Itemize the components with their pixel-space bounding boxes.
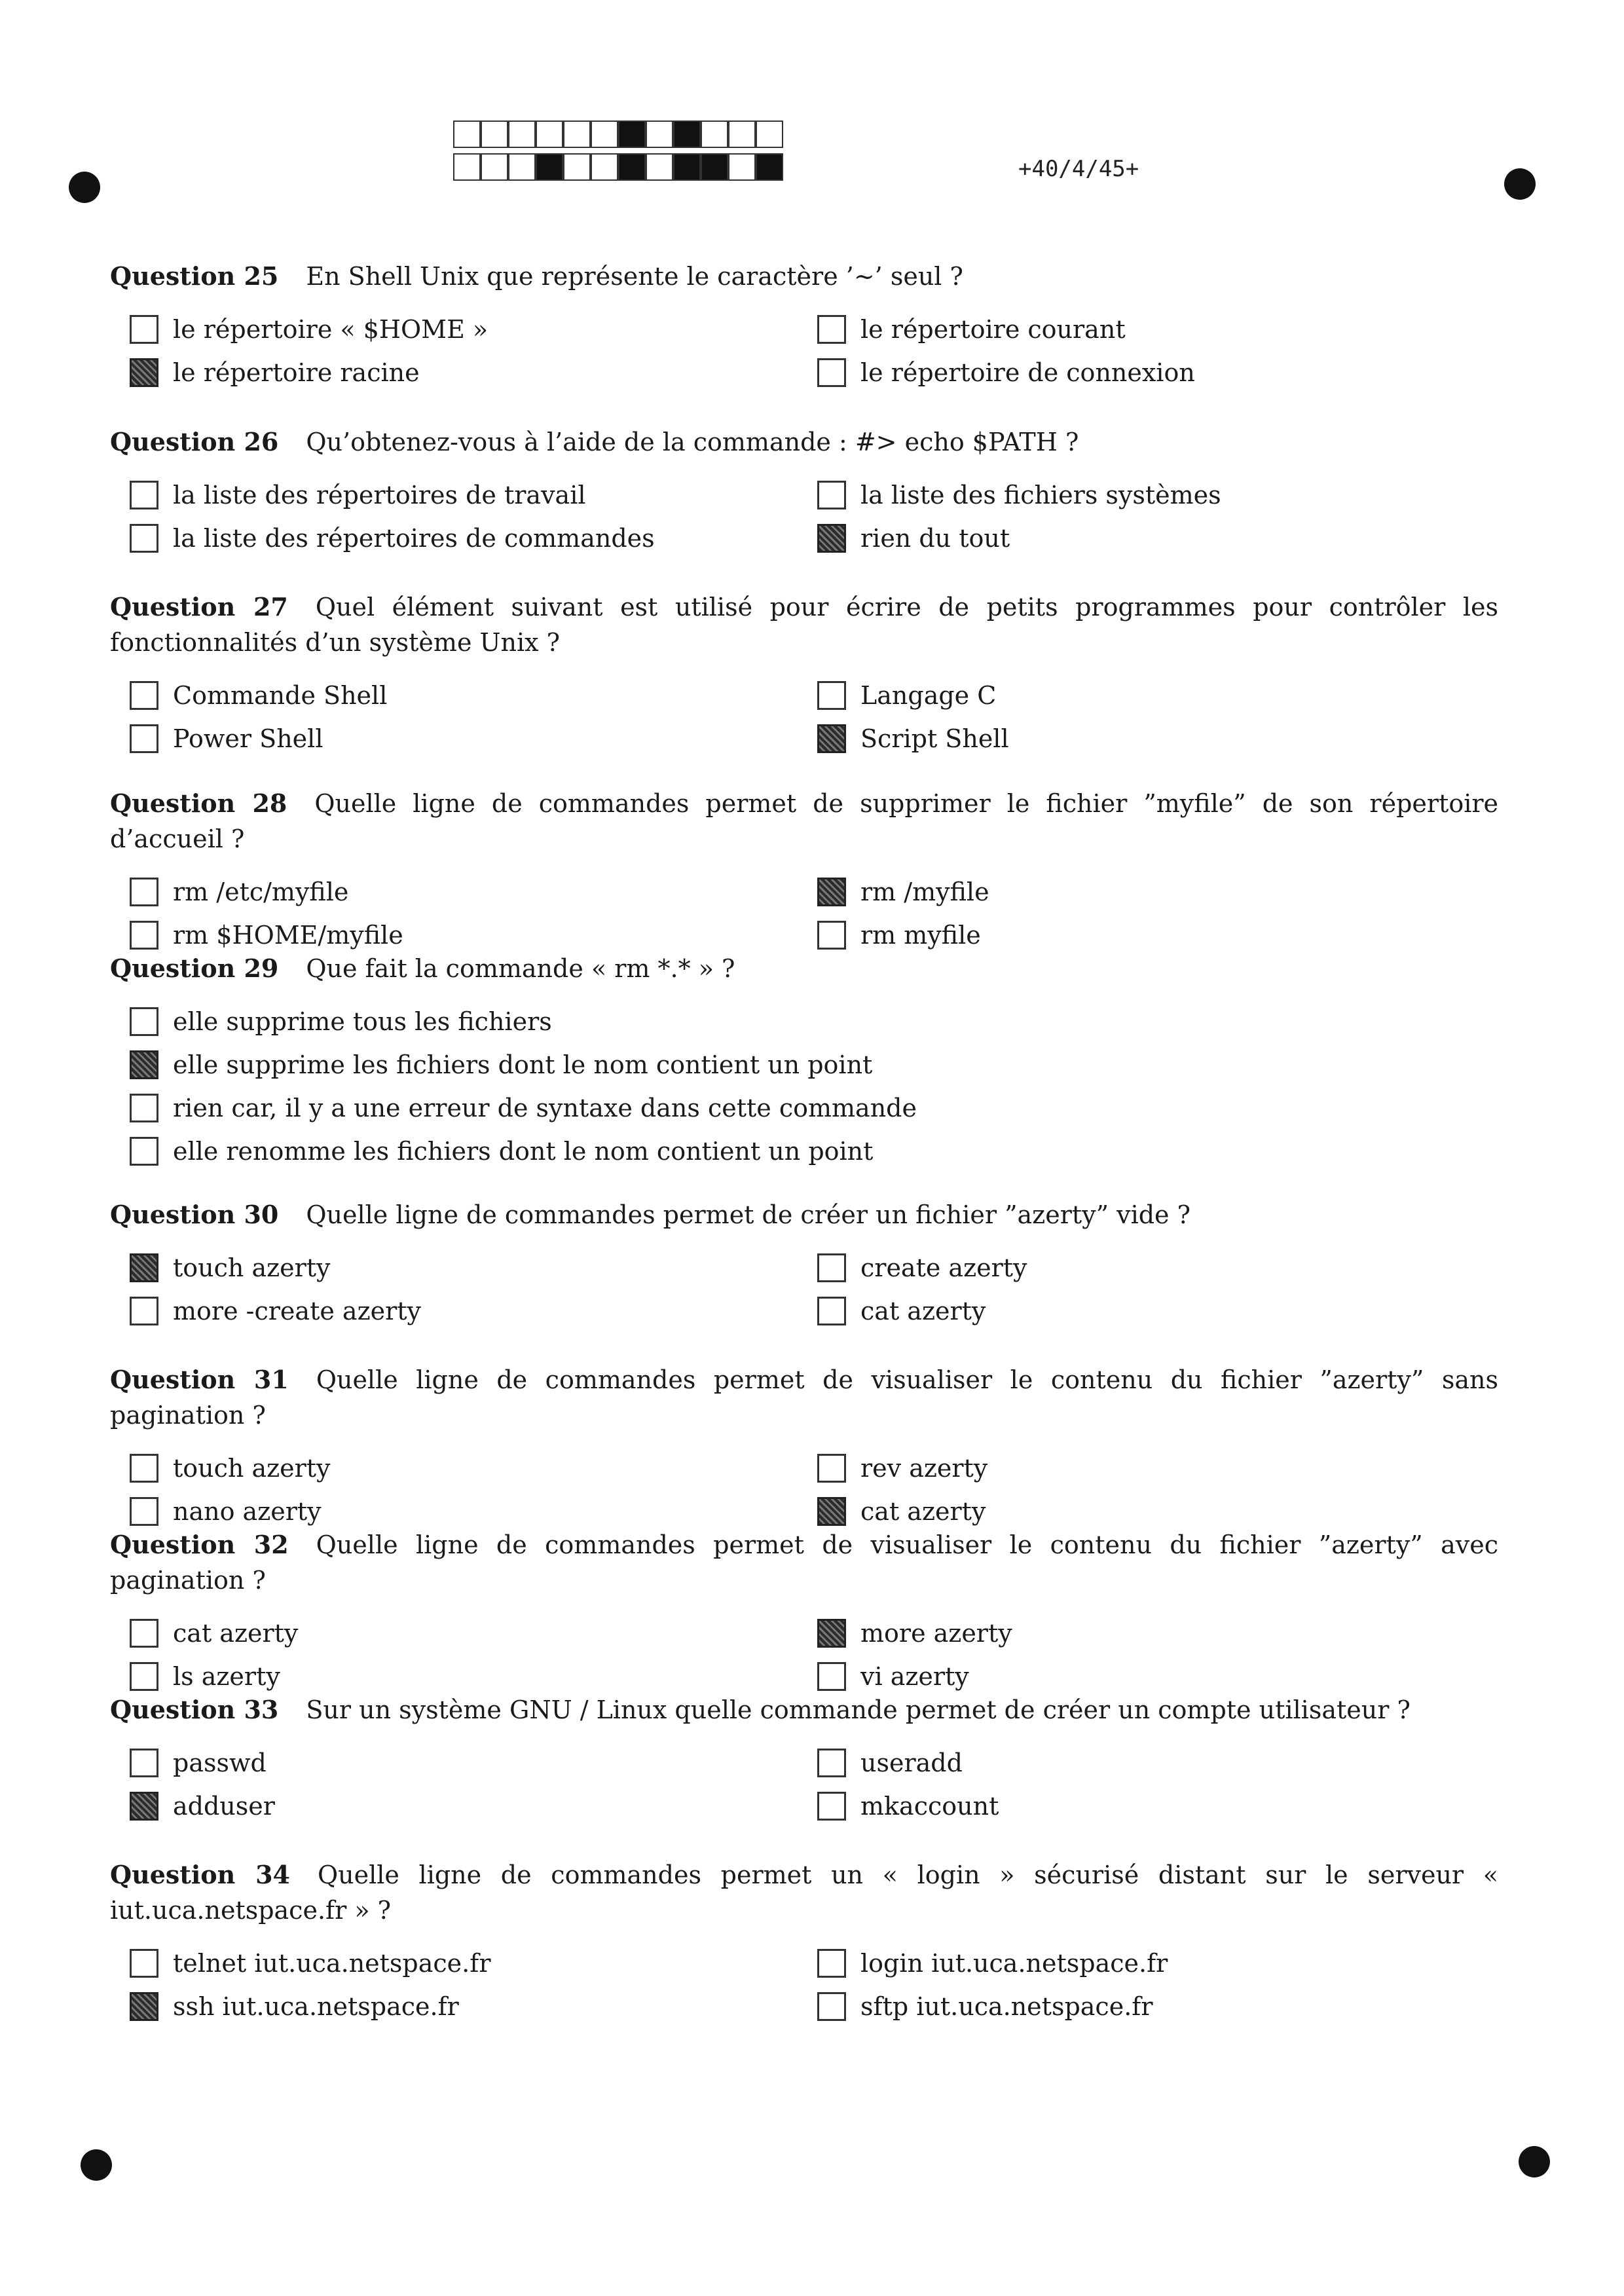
answer-option[interactable]: [130, 677, 387, 714]
answer-label: elle renomme les fichiers dont le nom contient un point: [173, 1137, 874, 1166]
question-header: [110, 1197, 1498, 1232]
answer-option[interactable]: [130, 520, 655, 557]
question-text: Quelle ligne de commandes permet de supprimer le fichier ”myfile” de son répertoire d’accueil ?: [110, 789, 1499, 853]
barcode-cell: [646, 153, 673, 181]
answer-label: useradd: [860, 1749, 963, 1777]
barcode-cell: [508, 120, 536, 148]
answer-label: create azerty: [860, 1253, 1027, 1282]
answer-label: le répertoire courant: [860, 315, 1126, 344]
answer-label: rm $HOME/myfile: [173, 921, 403, 950]
answer-label: rm /myfile: [860, 878, 989, 906]
answer-label: rm myfile: [860, 921, 981, 950]
answer-option[interactable]: [817, 874, 989, 910]
answer-option[interactable]: [130, 1615, 298, 1652]
answer-label: login iut.uca.netspace.fr: [860, 1949, 1168, 1978]
answer-label: ls azerty: [173, 1662, 280, 1691]
question-text: Quelle ligne de commandes permet de créer un fichier ”azerty” vide ?: [306, 1200, 1190, 1229]
answer-option[interactable]: [130, 1493, 322, 1530]
answer-option[interactable]: [130, 1945, 490, 1982]
checkbox[interactable]: [130, 315, 158, 344]
answer-option[interactable]: [130, 1133, 873, 1170]
checkbox[interactable]: [130, 878, 158, 906]
answer-option[interactable]: [817, 1988, 1153, 2025]
answer-label: touch azerty: [173, 1253, 331, 1282]
question-block: [110, 1527, 1498, 1701]
answer-label: cat azerty: [860, 1497, 986, 1526]
barcode-cell: [481, 120, 508, 148]
question-header: [110, 1692, 1498, 1728]
answer-option[interactable]: [130, 1788, 275, 1824]
answer-option[interactable]: [817, 1293, 986, 1329]
answer-option[interactable]: [817, 1658, 969, 1695]
answer-option[interactable]: [817, 1788, 999, 1824]
checkbox-checked[interactable]: [130, 1050, 158, 1079]
answer-label: cat azerty: [860, 1297, 986, 1325]
answer-option[interactable]: [817, 477, 1221, 513]
checkbox[interactable]: [130, 1454, 158, 1483]
answer-label: rien car, il y a une erreur de syntaxe dans cette commande: [173, 1094, 917, 1122]
question-number: Question 27: [110, 592, 288, 621]
checkbox[interactable]: [817, 358, 846, 387]
answer-label: la liste des répertoires de commandes: [173, 524, 655, 553]
barcode-cell: [701, 153, 728, 181]
question-block: [110, 786, 1498, 960]
answer-label: ssh iut.uca.netspace.fr: [173, 1992, 459, 2021]
barcode-cell: [701, 120, 728, 148]
barcode-cell: [453, 153, 481, 181]
barcode-cell: [673, 120, 701, 148]
answer-label: touch azerty: [173, 1454, 331, 1483]
answer-label: la liste des répertoires de travail: [173, 481, 586, 509]
answer-option[interactable]: [130, 1450, 331, 1487]
checkbox[interactable]: [817, 1992, 846, 2021]
question-header: [110, 589, 1498, 660]
barcode-cell: [673, 153, 701, 181]
checkbox[interactable]: [130, 1949, 158, 1978]
answer-option[interactable]: [817, 311, 1126, 348]
barcode-cell: [563, 153, 591, 181]
checkbox-checked[interactable]: [130, 1253, 158, 1282]
question-number: Question 30: [110, 1200, 279, 1229]
question-text: En Shell Unix que représente le caractère ’∼’ seul ?: [306, 262, 963, 291]
answer-label: cat azerty: [173, 1619, 299, 1648]
checkbox[interactable]: [817, 681, 846, 710]
question-number: Question 34: [110, 1860, 290, 1889]
question-block: [110, 424, 1498, 563]
question-number: Question 31: [110, 1365, 289, 1394]
barcode-cell: [728, 153, 756, 181]
registration-mark-top-right: [1504, 168, 1536, 200]
answer-label: Power Shell: [173, 724, 323, 753]
checkbox-checked[interactable]: [817, 1619, 846, 1648]
question-number: Question 32: [110, 1530, 289, 1559]
question-block: [110, 951, 1498, 1176]
question-block: [110, 259, 1498, 398]
question-header: [110, 951, 1498, 986]
answer-option[interactable]: [130, 1745, 267, 1781]
checkbox[interactable]: [130, 1297, 158, 1325]
checkbox[interactable]: [130, 1662, 158, 1691]
answer-option[interactable]: [817, 1745, 963, 1781]
checkbox-checked[interactable]: [817, 524, 846, 553]
checkbox-checked[interactable]: [130, 1992, 158, 2021]
question-text: Quelle ligne de commandes permet de visualiser le contenu du fichier ”azerty” sans pagination ?: [110, 1365, 1498, 1430]
checkbox[interactable]: [817, 1253, 846, 1282]
barcode-cell: [618, 120, 646, 148]
barcode-cell: [618, 153, 646, 181]
checkbox[interactable]: [130, 1007, 158, 1036]
answer-option[interactable]: [817, 1615, 1012, 1652]
checkbox[interactable]: [817, 1454, 846, 1483]
question-block: [110, 1197, 1498, 1336]
checkbox[interactable]: [130, 1094, 158, 1122]
question-header: [110, 786, 1498, 857]
checkbox-checked[interactable]: [130, 1792, 158, 1821]
checkbox[interactable]: [130, 481, 158, 509]
answer-option[interactable]: [130, 874, 348, 910]
question-text: Qu’obtenez-vous à l’aide de la commande : #> echo $PATH ?: [306, 428, 1079, 456]
barcode-cell: [508, 153, 536, 181]
checkbox[interactable]: [130, 1497, 158, 1526]
answer-option[interactable]: [817, 677, 996, 714]
question-header: [110, 1527, 1498, 1598]
answer-option[interactable]: [130, 1046, 872, 1083]
answer-option[interactable]: [130, 477, 586, 513]
question-number: Question 26: [110, 427, 279, 456]
barcode-cell: [453, 120, 481, 148]
answer-label: elle supprime tous les fichiers: [173, 1007, 552, 1036]
checkbox[interactable]: [130, 724, 158, 753]
checkbox[interactable]: [130, 681, 158, 710]
checkbox[interactable]: [817, 1297, 846, 1325]
checkbox[interactable]: [817, 315, 846, 344]
answer-option[interactable]: [817, 917, 981, 954]
checkbox[interactable]: [130, 524, 158, 553]
barcode-row: [453, 120, 783, 148]
answer-option[interactable]: [130, 1988, 459, 2025]
answer-label: nano azerty: [173, 1497, 322, 1526]
answer-label: vi azerty: [860, 1662, 969, 1691]
checkbox-checked[interactable]: [817, 878, 846, 906]
answer-option[interactable]: [817, 354, 1195, 391]
question-text: Quelle ligne de commandes permet un « login » sécurisé distant sur le serveur « iut.uca.netspace.fr » ?: [110, 1861, 1498, 1925]
registration-mark-top-left: [69, 172, 100, 203]
checkbox[interactable]: [130, 1749, 158, 1777]
answer-option[interactable]: [130, 1658, 280, 1695]
answer-label: adduser: [173, 1792, 275, 1821]
answer-option[interactable]: [817, 1493, 986, 1530]
barcode-cell: [591, 120, 618, 148]
answer-option[interactable]: [130, 1090, 917, 1126]
answer-option[interactable]: [130, 917, 403, 954]
question-block: [110, 1692, 1498, 1831]
question-block: [110, 589, 1498, 764]
answer-label: la liste des fichiers systèmes: [860, 481, 1221, 509]
answer-label: Script Shell: [860, 724, 1009, 753]
checkbox[interactable]: [817, 481, 846, 509]
question-number: Question 33: [110, 1695, 279, 1724]
answer-label: telnet iut.uca.netspace.fr: [173, 1949, 491, 1978]
answer-option[interactable]: [130, 1250, 331, 1286]
answer-label: le répertoire racine: [173, 358, 420, 387]
checkbox[interactable]: [817, 1949, 846, 1978]
answer-label: Langage C: [860, 681, 997, 710]
barcode-cell: [646, 120, 673, 148]
answer-option[interactable]: [817, 1945, 1168, 1982]
question-number: Question 28: [110, 788, 287, 818]
answer-label: rm /etc/myfile: [173, 878, 349, 906]
answer-label: le répertoire de connexion: [860, 358, 1195, 387]
answer-option[interactable]: [130, 354, 420, 391]
answer-label: elle supprime les fichiers dont le nom contient un point: [173, 1050, 873, 1079]
barcode-cell: [481, 153, 508, 181]
checkbox[interactable]: [130, 921, 158, 950]
answer-label: passwd: [173, 1749, 267, 1777]
barcode-cell: [536, 120, 563, 148]
question-header: [110, 259, 1498, 294]
checkbox[interactable]: [130, 1137, 158, 1166]
answer-label: mkaccount: [860, 1792, 999, 1821]
answer-option[interactable]: [817, 520, 1010, 557]
page-id: +40/4/45+: [1018, 156, 1139, 182]
barcode-row: [453, 153, 783, 181]
checkbox[interactable]: [130, 1619, 158, 1648]
checkbox[interactable]: [817, 1662, 846, 1691]
answer-label: more -create azerty: [173, 1297, 421, 1325]
answer-option[interactable]: [817, 720, 1009, 757]
question-header: [110, 1857, 1498, 1928]
answer-option[interactable]: [130, 720, 323, 757]
answer-label: more azerty: [860, 1619, 1012, 1648]
checkbox[interactable]: [817, 921, 846, 950]
checkbox[interactable]: [817, 1792, 846, 1821]
barcode-cell: [591, 153, 618, 181]
question-header: [110, 424, 1498, 460]
page-barcode: [453, 120, 783, 186]
answer-label: rev azerty: [860, 1454, 988, 1483]
question-block: [110, 1362, 1498, 1536]
answer-label: sftp iut.uca.netspace.fr: [860, 1992, 1153, 2021]
registration-mark-bottom-left: [81, 2149, 112, 2181]
question-text: Quel élément suivant est utilisé pour écrire de petits programmes pour contrôler les fonctionnalités d’un système Unix ?: [110, 593, 1498, 657]
answer-option[interactable]: [130, 1003, 552, 1040]
answer-option[interactable]: [817, 1250, 1027, 1286]
question-text: Que fait la commande « rm *.* » ?: [306, 954, 735, 983]
question-text: Quelle ligne de commandes permet de visualiser le contenu du fichier ”azerty” avec pagination ?: [110, 1530, 1498, 1595]
question-number: Question 29: [110, 954, 279, 983]
barcode-cell: [536, 153, 563, 181]
question-header: [110, 1362, 1498, 1433]
barcode-cell: [756, 153, 783, 181]
question-text: Sur un système GNU / Linux quelle commande permet de créer un compte utilisateur ?: [306, 1695, 1411, 1724]
answer-label: Commande Shell: [173, 681, 388, 710]
registration-mark-bottom-right: [1519, 2146, 1550, 2177]
answer-option[interactable]: [817, 1450, 987, 1487]
barcode-cell: [728, 120, 756, 148]
barcode-cell: [756, 120, 783, 148]
checkbox-checked[interactable]: [817, 1497, 846, 1526]
question-block: [110, 1857, 1498, 2031]
question-number: Question 25: [110, 261, 279, 291]
checkbox[interactable]: [817, 1749, 846, 1777]
answer-label: le répertoire « $HOME »: [173, 315, 489, 344]
checkbox-checked[interactable]: [130, 358, 158, 387]
checkbox-checked[interactable]: [817, 724, 846, 753]
answer-label: rien du tout: [860, 524, 1010, 553]
answer-option[interactable]: [130, 311, 488, 348]
barcode-cell: [563, 120, 591, 148]
answer-option[interactable]: [130, 1293, 421, 1329]
